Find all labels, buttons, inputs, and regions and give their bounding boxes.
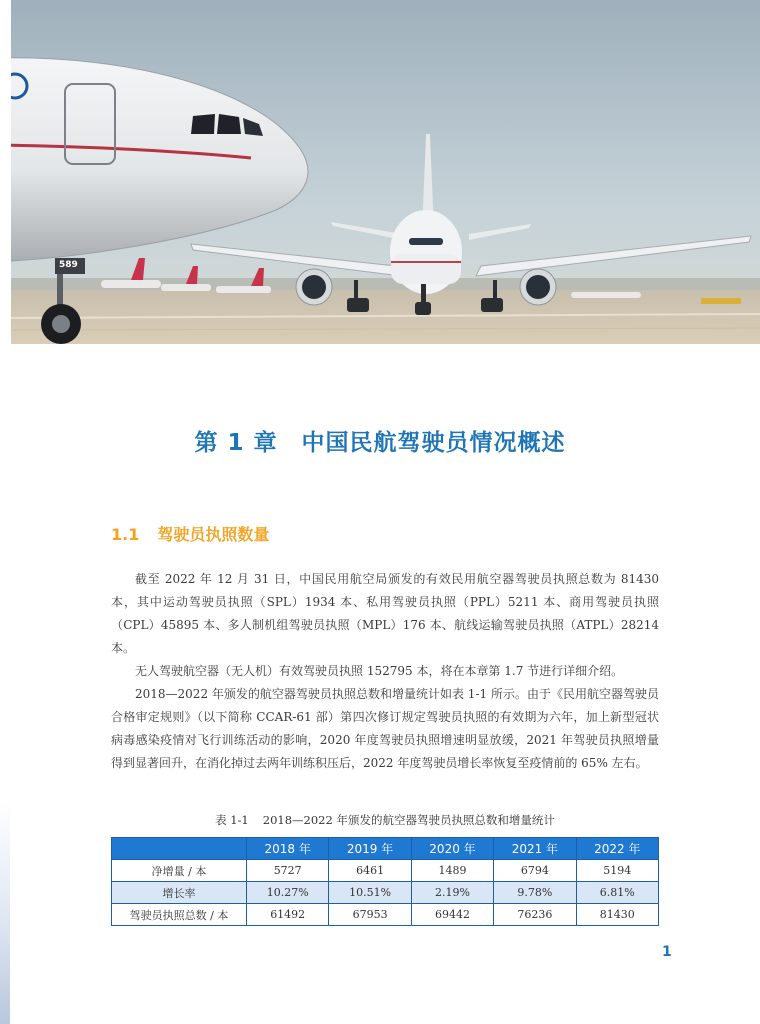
license-statistics-table	[111, 837, 659, 926]
table-header-cell: 2022 年	[576, 838, 658, 860]
row-label: 驾驶员执照总数 / 本	[112, 904, 247, 926]
table-header-cell: 2019 年	[329, 838, 411, 860]
table-cell: 1489	[411, 860, 493, 882]
table-cell: 67953	[329, 904, 411, 926]
paragraph: 截至 2022 年 12 月 31 日，中国民用航空局颁发的有效民用航空器驾驶员执照总数为 81430 本，其中运动驾驶员执照（SPL）1934 本、私用驾驶员执照（PPL）5211 本、商用驾驶员执照（CPL）45895 本、多人制机组驾驶员执照（MPL）176 本、航线运输驾驶员执照（ATPL）28214 本。	[111, 572, 659, 655]
table-cell: 10.51%	[329, 882, 411, 904]
table-cell: 76236	[494, 904, 576, 926]
paragraph: 无人驾驶航空器（无人机）有效驾驶员执照 152795 本，将在本章第 1.7 节进行详细介绍。	[135, 664, 624, 678]
table-cell: 9.78%	[494, 882, 576, 904]
page-number: 1	[662, 944, 672, 960]
chapter-title-text: 中国民航驾驶员情况概述	[301, 430, 566, 456]
table-cell: 6.81%	[576, 882, 658, 904]
table-header-cell	[112, 838, 247, 860]
table-header-cell: 2021 年	[494, 838, 576, 860]
section-number: 1.1	[111, 525, 140, 544]
section-heading	[111, 522, 269, 545]
table-caption-title: 2018—2022 年颁发的航空器驾驶员执照总数和增量统计	[262, 813, 555, 827]
table-cell: 6794	[494, 860, 576, 882]
tail-number-lettering: 589	[59, 260, 78, 270]
table-row	[112, 904, 659, 926]
table-cell: 5727	[247, 860, 329, 882]
table-row	[112, 860, 659, 882]
table-cell: 10.27%	[247, 882, 329, 904]
chapter-number: 第 1 章	[194, 430, 278, 456]
table-cell: 5194	[576, 860, 658, 882]
table-cell: 2.19%	[411, 882, 493, 904]
table-caption	[111, 812, 659, 828]
row-label: 净增量 / 本	[112, 860, 247, 882]
body-text	[111, 568, 659, 775]
hero-airplane-photo	[11, 0, 760, 344]
table-cell: 6461	[329, 860, 411, 882]
table-row	[112, 882, 659, 904]
table-header-row	[112, 838, 659, 860]
table-header-cell: 2018 年	[247, 838, 329, 860]
page-edge-stripe	[0, 0, 10, 1024]
section-title-text: 驾驶员执照数量	[157, 525, 270, 544]
table-cell: 61492	[247, 904, 329, 926]
table-header-cell: 2020 年	[411, 838, 493, 860]
table-caption-number: 表 1-1	[215, 813, 249, 827]
table-cell: 69442	[411, 904, 493, 926]
row-label: 增长率	[112, 882, 247, 904]
paragraph: 2018—2022 年颁发的航空器驾驶员执照总数和增量统计如表 1-1 所示。由于《民用航空器驾驶员合格审定规则》（以下简称 CCAR-61 部）第四次修订规定驾驶员执照的有效期为六年，加上新型冠状病毒感染疫情对飞行训练活动的影响，2020 年度驾驶员执照增速明显放缓，2021 年驾驶员执照增量得到显著回升，在消化掉过去两年训练积压后，2022 年度驾驶员增长率恢复至疫情前的 65% 左右。	[111, 687, 659, 770]
table-cell: 81430	[576, 904, 658, 926]
chapter-heading	[0, 424, 760, 457]
